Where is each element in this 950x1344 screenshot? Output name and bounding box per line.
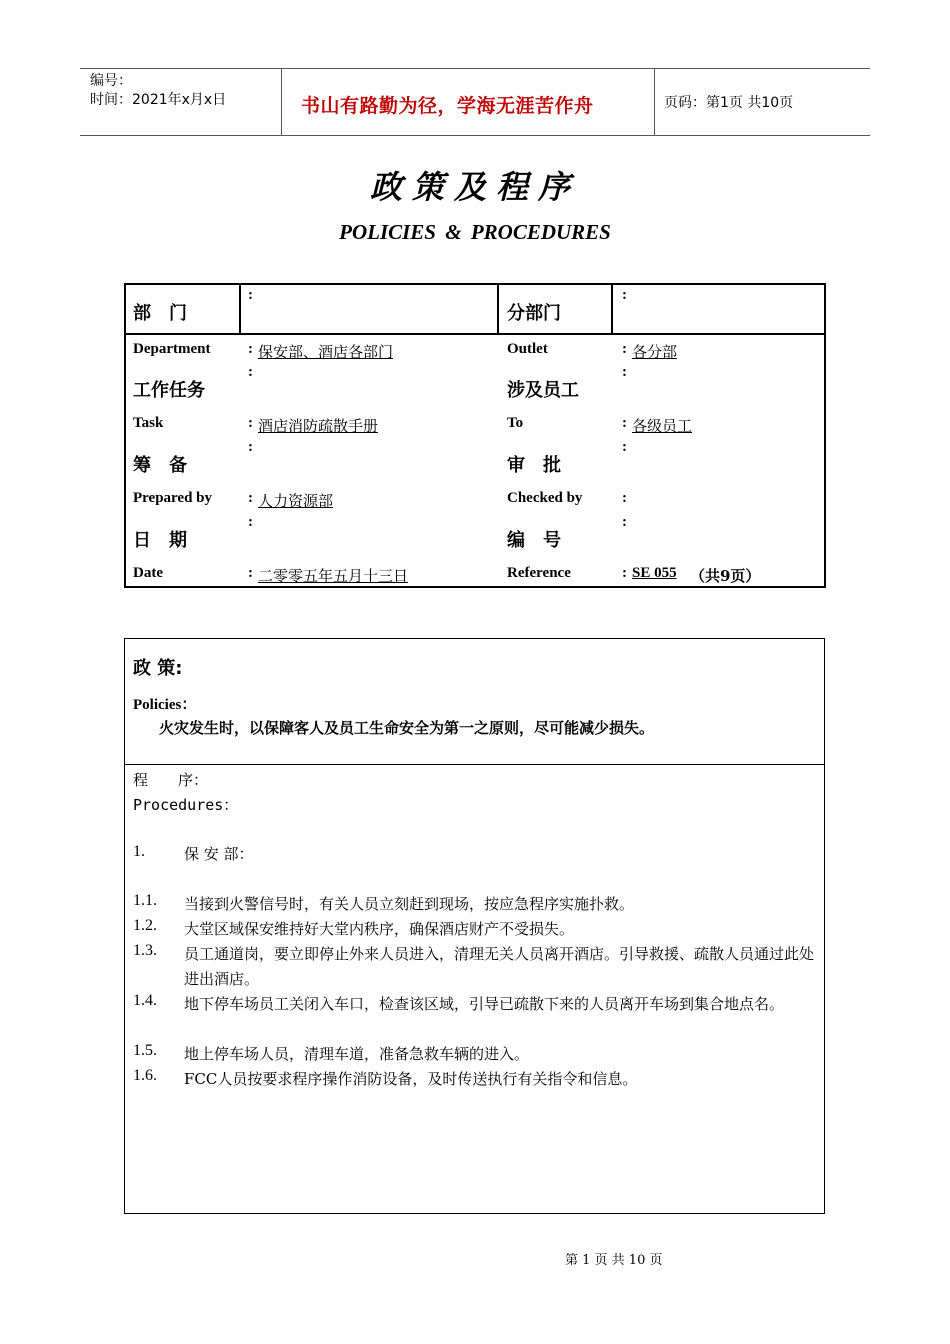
- date-label-cn: 日 期: [133, 530, 187, 551]
- date-value: 二零零五年五月十三日: [258, 567, 409, 585]
- procedure-item-number: 1.6.: [133, 1067, 157, 1084]
- staff-colon-cn: :: [622, 364, 627, 380]
- procedure-item-number: 1.5.: [133, 1042, 157, 1059]
- prepared-value: 人力资源部: [258, 492, 334, 510]
- staff-label-cn: 涉及员工: [507, 380, 579, 401]
- prepared-value-colon: :: [248, 490, 253, 506]
- procedure-item-text: 当接到火警信号时，有关人员立刻赶到现场，按应急程序实施扑救。: [184, 895, 635, 913]
- procedures-heading-en: Procedures：: [133, 796, 239, 814]
- sub-department-colon: :: [622, 287, 627, 303]
- reference-page-count: （共9页）: [690, 567, 761, 585]
- checked-label-en: Checked by: [507, 490, 583, 506]
- reference-label-en: Reference: [507, 565, 571, 581]
- header-divider-right: [654, 68, 655, 135]
- document-time-label: 时间：2021年x月x日: [90, 92, 227, 108]
- date-label-en: Date: [133, 565, 163, 581]
- header-page-info: 页码：第1页 共10页: [664, 95, 794, 111]
- header-motto: 书山有路勤为径，学海无涯苦作舟: [301, 95, 594, 117]
- header-top-rule: [80, 68, 870, 69]
- procedures-heading-cn: 程 序：: [133, 771, 209, 789]
- procedure-item-number: 1.2.: [133, 917, 157, 934]
- task-value: 酒店消防疏散手册: [258, 417, 379, 435]
- procedure-item-text: FCC人员按要求程序操作消防设备，及时传送执行有关指令和信息。: [184, 1070, 638, 1088]
- approve-colon-cn: :: [622, 439, 627, 455]
- document-number-label: 编号：: [90, 73, 132, 89]
- reference-label-cn: 编 号: [507, 530, 561, 551]
- policy-heading-cn: 政 策:: [133, 658, 183, 679]
- header-bottom-rule: [80, 135, 870, 136]
- info-table-col-divider-3: [611, 283, 613, 335]
- info-table-col-divider-1: [239, 283, 241, 335]
- sub-department-label-cn: 分部门: [507, 303, 561, 324]
- department-value: 保安部、酒店各部门: [258, 343, 394, 361]
- procedure-item-number: 1.3.: [133, 942, 157, 959]
- info-table: [124, 283, 826, 588]
- reference-value: SE 055: [632, 565, 677, 581]
- reference-value-colon: :: [622, 565, 627, 581]
- procedure-item-text: 员工通道岗，要立即停止外来人员进入，清理无关人员离开酒店。引导救援、疏散人员通过此处进出酒店。: [184, 945, 815, 988]
- prepared-colon-cn: :: [248, 439, 253, 455]
- department-label-cn: 部 门: [133, 303, 187, 324]
- policy-text: 火灾发生时，以保障客人及员工生命安全为第一之原则，尽可能减少损失。: [159, 719, 655, 737]
- to-value-colon: :: [622, 415, 627, 431]
- department-label-en: Department: [133, 341, 211, 357]
- outlet-label-en: Outlet: [507, 341, 548, 357]
- procedure-item-text: 大堂区域保安维持好大堂内秩序，确保酒店财产不受损失。: [184, 920, 575, 938]
- department-value-colon: :: [248, 341, 253, 357]
- task-label-en: Task: [133, 415, 164, 431]
- section-number: 1.: [133, 843, 145, 860]
- prepared-label-en: Prepared by: [133, 490, 213, 506]
- to-label-en: To: [507, 415, 524, 431]
- department-colon: :: [248, 287, 253, 303]
- policy-procedure-divider: [124, 764, 825, 765]
- info-table-row-divider: [124, 333, 826, 335]
- page-footer: 第 1 页 共 10 页: [565, 1253, 663, 1268]
- task-colon-cn: :: [248, 364, 253, 380]
- procedure-item-text: 地下停车场员工关闭入车口，检查该区域，引导已疏散下来的人员离开车场到集合地点名。: [184, 995, 785, 1013]
- outlet-value: 各分部: [632, 343, 678, 361]
- outlet-value-colon: :: [622, 341, 627, 357]
- date-colon-cn: :: [248, 514, 253, 530]
- policy-heading-en: Policies：: [133, 697, 197, 713]
- date-value-colon: :: [248, 565, 253, 581]
- section-title: 保 安 部：: [184, 845, 254, 863]
- reference-colon-cn: :: [622, 514, 627, 530]
- document-title-cn: 政策及程序: [369, 168, 580, 206]
- checked-value-colon: :: [622, 490, 627, 506]
- procedure-item-number: 1.1.: [133, 892, 157, 909]
- prepared-label-cn: 筹 备: [133, 455, 187, 476]
- to-value: 各级员工: [632, 417, 693, 435]
- header-divider-left: [281, 68, 282, 135]
- info-table-col-divider-2: [497, 283, 499, 335]
- procedure-item-number: 1.4.: [133, 992, 157, 1009]
- approve-label-cn: 审 批: [507, 455, 561, 476]
- document-title-en: POLICIES & PROCEDURES: [339, 220, 611, 244]
- task-value-colon: :: [248, 415, 253, 431]
- procedure-item-text: 地上停车场人员，清理车道，准备急救车辆的进入。: [184, 1045, 530, 1063]
- task-label-cn: 工作任务: [133, 380, 205, 401]
